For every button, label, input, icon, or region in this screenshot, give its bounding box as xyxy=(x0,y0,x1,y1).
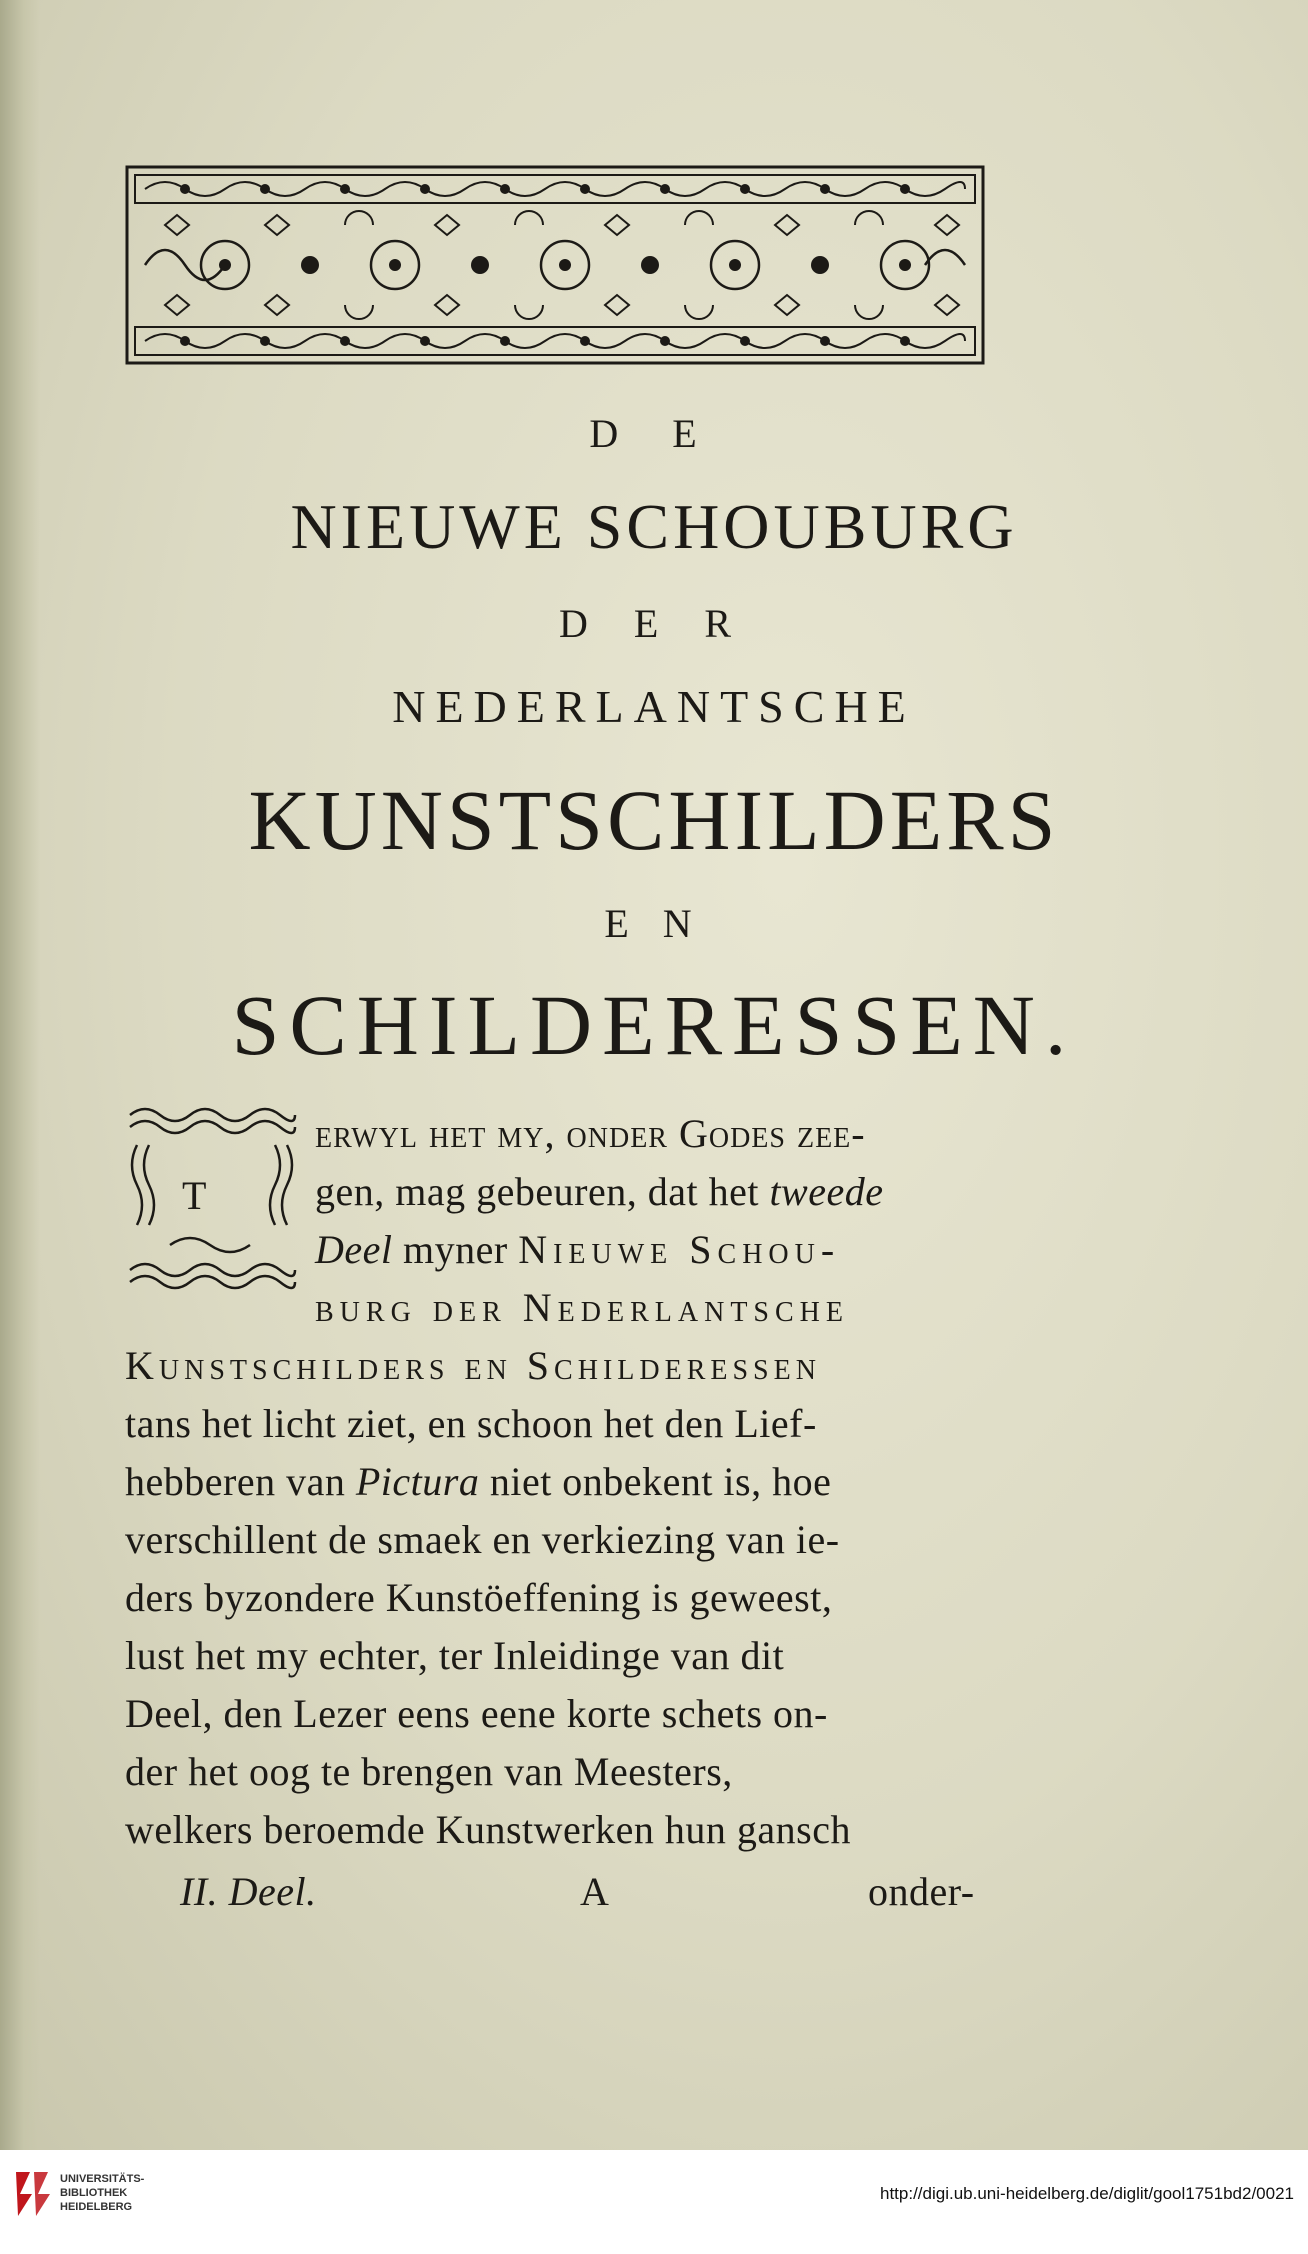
text-line-7 xyxy=(125,1458,831,1505)
decorative-headpiece xyxy=(125,165,985,365)
text-line-11: Deel, den Lezer eens eene korte schets on- xyxy=(125,1691,828,1736)
text-line-8: verschillent de smaek en verkiezing van ie- xyxy=(125,1517,840,1562)
line-2-text: gen, mag gebeuren, dat het xyxy=(315,1169,759,1214)
line-3-smallcaps: Nieuwe Schou- xyxy=(518,1227,841,1272)
text-line-2 xyxy=(315,1168,884,1215)
university-library-logo-icon xyxy=(12,2168,52,2220)
text-line-9: ders byzondere Kunstöeffening is geweest, xyxy=(125,1575,833,1620)
text-line-13: welkers beroemde Kunstwerken hun gansch xyxy=(125,1807,851,1852)
text-line-1 xyxy=(315,1110,866,1157)
title-kunstschilders: KUNSTSCHILDERS xyxy=(248,772,1060,868)
text-line-6: tans het licht ziet, en schoon het den Lief- xyxy=(125,1401,817,1446)
source-url-link[interactable]: http://digi.ub.uni-heidelberg.de/diglit/gool1751bd2/0021 xyxy=(880,2184,1294,2203)
line-3-text: myner xyxy=(403,1227,508,1272)
title-de: D E xyxy=(589,411,719,456)
catchword: onder- xyxy=(868,1869,975,1914)
line-5-smallcaps: Kunstschilders en Schilderessen xyxy=(125,1343,821,1388)
line-7-text-a: hebberen van xyxy=(125,1459,346,1504)
decorated-initial-frame xyxy=(125,1105,300,1290)
line-7-italic: Pictura xyxy=(355,1459,480,1504)
page-spine-shadow xyxy=(0,0,40,2150)
line-1-text: erwyl het my, onder Godes zee- xyxy=(315,1111,866,1156)
library-name: UNIVERSITÄTS- BIBLIOTHEK HEIDELBERG xyxy=(60,2173,145,2213)
volume-indicator: II. Deel. xyxy=(180,1869,317,1914)
title-schilderessen: SCHILDERESSEN. xyxy=(231,977,1077,1073)
drop-cap-initial: T xyxy=(182,1173,207,1218)
line-4-smallcaps: burg der Nederlantsche xyxy=(315,1285,850,1330)
line-3-italic: Deel xyxy=(315,1227,393,1272)
title-nieuwe-schouburg: NIEUWE SCHOUBURG xyxy=(290,491,1018,562)
line-7-text-b: niet onbekent is, hoe xyxy=(489,1459,832,1504)
line-2-italic: tweede xyxy=(769,1169,884,1214)
text-line-3 xyxy=(315,1226,840,1273)
title-der: D E R xyxy=(559,601,749,646)
title-en: E N xyxy=(604,901,704,946)
title-nederlantsche: NEDERLANTSCHE xyxy=(392,681,916,732)
printer-signature: A xyxy=(580,1869,610,1914)
text-line-5 xyxy=(125,1342,821,1389)
text-line-10: lust het my echter, ter Inleidinge van dit xyxy=(125,1633,785,1678)
text-line-12: der het oog te brengen van Meesters, xyxy=(125,1749,733,1794)
text-line-4 xyxy=(315,1284,849,1331)
